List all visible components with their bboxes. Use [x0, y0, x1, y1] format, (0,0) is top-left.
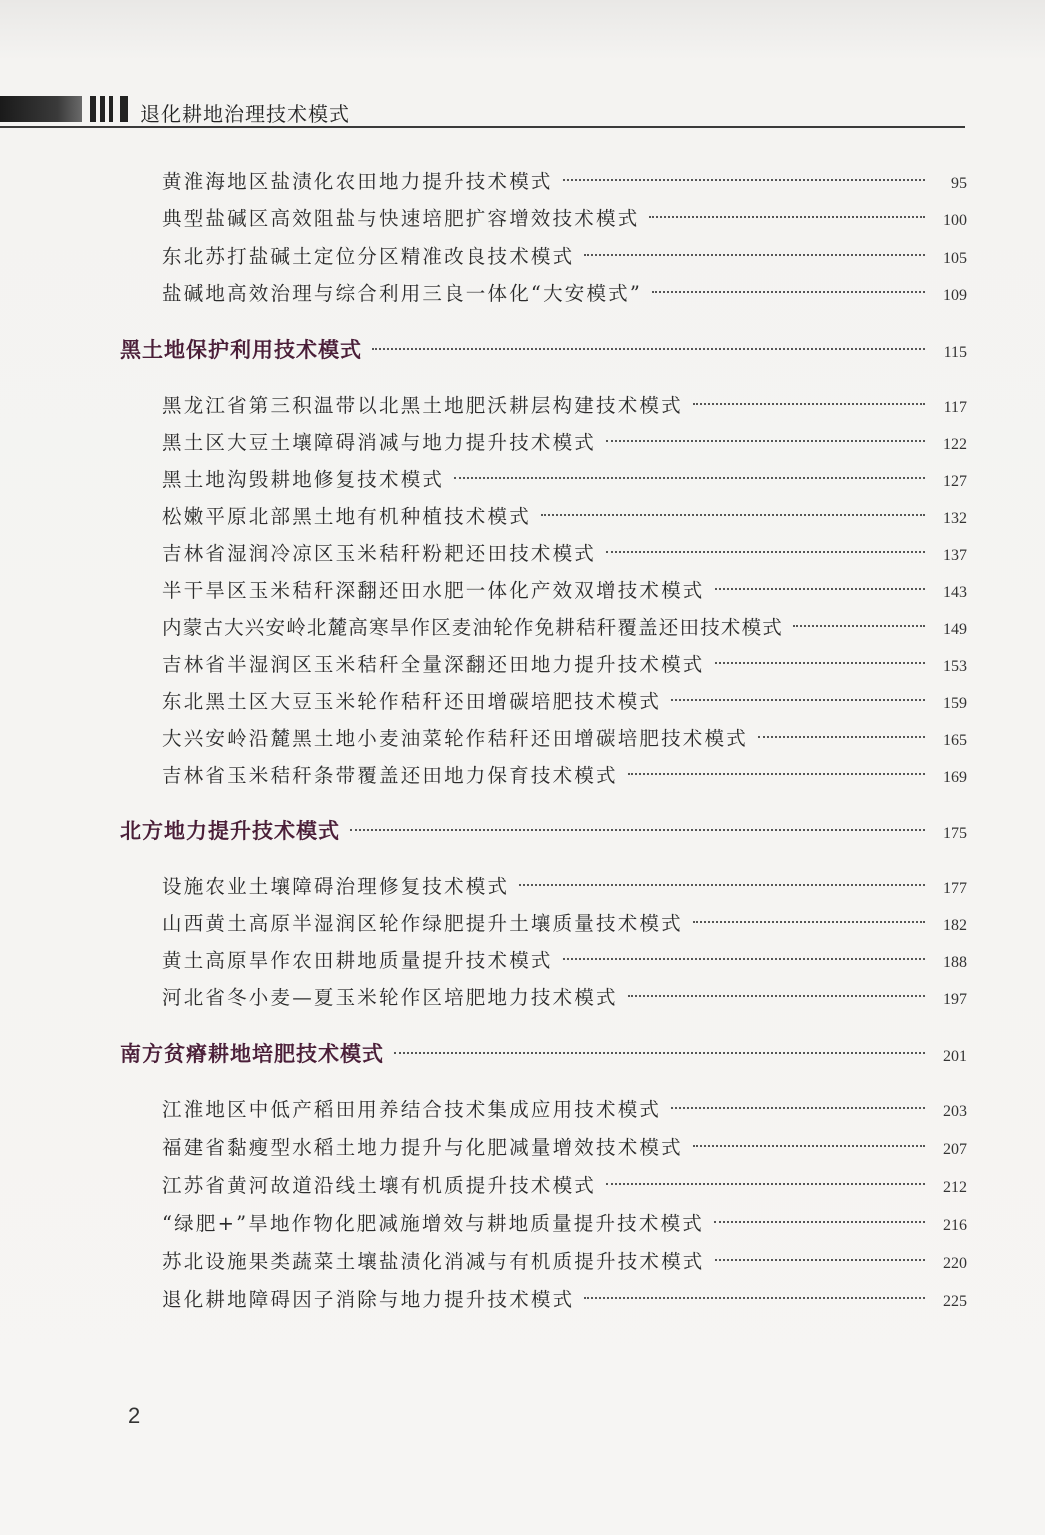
leader-dots	[715, 588, 925, 590]
leader-dots	[715, 662, 925, 664]
page-number: 2	[128, 1403, 141, 1428]
toc-entry-page: 177	[943, 880, 967, 897]
toc-entry[interactable]	[162, 945, 967, 975]
toc-entry[interactable]	[162, 649, 967, 679]
toc-entry-page: 137	[943, 547, 967, 564]
leader-dots	[606, 440, 925, 442]
toc-entry-title: 东北黑土区大豆玉米轮作秸秆还田增碳培肥技术模式	[162, 690, 662, 713]
toc-entry-page: 149	[943, 621, 967, 638]
toc-section-page: 175	[943, 825, 967, 842]
toc-entry-title: 典型盐碱区高效阻盐与快速培肥扩容增效技术模式	[162, 207, 640, 230]
leader-dots	[693, 403, 925, 405]
toc-entry-title: 松嫩平原北部黑土地有机种植技术模式	[162, 505, 531, 528]
leader-dots	[454, 477, 925, 479]
toc-entry-title: 黑龙江省第三积温带以北黑土地肥沃耕层构建技术模式	[162, 394, 683, 417]
toc-entry-page: 95	[951, 175, 967, 192]
toc-entry-page: 197	[943, 991, 967, 1008]
leader-dots	[563, 958, 925, 960]
toc-section-page: 201	[943, 1048, 967, 1065]
toc-entry-page: 165	[943, 732, 967, 749]
toc-entry-title: 江苏省黄河故道沿线土壤有机质提升技术模式	[162, 1174, 597, 1197]
toc-entry-page: 182	[943, 917, 967, 934]
leader-dots	[606, 551, 925, 553]
toc-entry-title: “绿肥+”旱地作物化肥减施增效与耕地质量提升技术模式	[162, 1212, 704, 1235]
toc-entry[interactable]	[162, 760, 967, 790]
toc-entry-title: 黄淮海地区盐渍化农田地力提升技术模式	[162, 170, 553, 193]
toc-entry-page: 216	[943, 1217, 967, 1234]
header-rule	[0, 126, 965, 128]
toc-entry-title: 吉林省玉米秸秆条带覆盖还田地力保育技术模式	[162, 764, 618, 787]
toc-entry-page: 143	[943, 584, 967, 601]
toc-entry-title: 山西黄土高原半湿润区轮作绿肥提升土壤质量技术模式	[162, 912, 683, 935]
toc-entry-page: 212	[943, 1179, 967, 1196]
toc-entry-title: 盐碱地高效治理与综合利用三良一体化“大安模式”	[162, 282, 643, 305]
leader-dots	[758, 736, 925, 738]
toc-entry-title: 吉林省半湿润区玉米秸秆全量深翻还田地力提升技术模式	[162, 653, 705, 676]
toc-entry[interactable]	[162, 390, 967, 420]
toc-entry-page: 109	[943, 287, 967, 304]
leader-dots	[584, 254, 925, 256]
leader-dots	[649, 216, 925, 218]
leader-dots	[628, 995, 925, 997]
toc-entry-page: 169	[943, 769, 967, 786]
leader-dots	[715, 1259, 925, 1261]
toc-entry-page: 117	[943, 399, 967, 416]
toc-entry-title: 江淮地区中低产稻田用养结合技术集成应用技术模式	[162, 1098, 662, 1121]
toc-entry[interactable]	[162, 1170, 967, 1200]
toc-section-title: 北方地力提升技术模式	[120, 818, 340, 843]
leader-dots	[671, 699, 925, 701]
toc-entry-title: 苏北设施果类蔬菜土壤盐渍化消减与有机质提升技术模式	[162, 1250, 705, 1273]
toc-section-title: 黑土地保护利用技术模式	[120, 337, 362, 362]
toc-entry-page: 220	[943, 1255, 967, 1272]
toc-entry-title: 退化耕地障碍因子消除与地力提升技术模式	[162, 1288, 575, 1311]
toc-entry[interactable]	[162, 982, 967, 1012]
toc-section[interactable]	[120, 334, 967, 364]
toc-entry-title: 东北苏打盐碱土定位分区精准改良技术模式	[162, 245, 575, 268]
toc-entry-title: 大兴安岭沿麓黑土地小麦油菜轮作秸秆还田增碳培肥技术模式	[162, 727, 748, 750]
leader-dots	[671, 1107, 925, 1109]
toc-entry[interactable]	[162, 1208, 967, 1238]
leader-dots	[693, 1145, 925, 1147]
toc-section[interactable]	[120, 815, 967, 845]
toc-entry[interactable]	[162, 501, 967, 531]
toc-entry[interactable]	[162, 427, 967, 457]
leader-dots	[793, 625, 925, 627]
leader-dots	[541, 514, 925, 516]
toc-entry-title: 吉林省湿润冷凉区玉米秸秆粉耙还田技术模式	[162, 542, 597, 565]
toc-entry[interactable]	[162, 871, 967, 901]
leader-dots	[606, 1183, 925, 1185]
toc-entry-page: 105	[943, 250, 967, 267]
toc-entry-page: 122	[943, 436, 967, 453]
leader-dots	[372, 348, 925, 350]
toc-entry[interactable]	[162, 166, 967, 196]
toc-entry[interactable]	[162, 1284, 967, 1314]
leader-dots	[628, 773, 925, 775]
toc-entry-page: 153	[943, 658, 967, 675]
toc-entry-page: 203	[943, 1103, 967, 1120]
leader-dots	[519, 884, 925, 886]
toc-entry-page: 188	[943, 954, 967, 971]
toc-entry-page: 159	[943, 695, 967, 712]
toc-entry-title: 半干旱区玉米秸秆深翻还田水肥一体化产效双增技术模式	[162, 579, 705, 602]
toc-entry[interactable]	[162, 1094, 967, 1124]
toc-entry-title: 黄土高原旱作农田耕地质量提升技术模式	[162, 949, 553, 972]
toc-entry-title: 黑土地沟毁耕地修复技术模式	[162, 468, 445, 491]
leader-dots	[652, 291, 925, 293]
toc-entry-page: 127	[943, 473, 967, 490]
toc-entry-page: 225	[943, 1293, 967, 1310]
toc-entry[interactable]	[162, 612, 967, 642]
toc-entry[interactable]	[162, 203, 967, 233]
toc-entry[interactable]	[162, 1246, 967, 1276]
header-stripe	[120, 96, 128, 122]
leader-dots	[693, 921, 925, 923]
toc-entry-title: 设施农业土壤障碍治理修复技术模式	[162, 875, 510, 898]
toc-entry[interactable]	[162, 278, 967, 308]
toc-entry-page: 132	[943, 510, 967, 527]
toc-entry[interactable]	[162, 723, 967, 753]
toc-entry[interactable]	[162, 241, 967, 271]
toc-section[interactable]	[120, 1038, 967, 1068]
running-header-title: 退化耕地治理技术模式	[140, 102, 350, 126]
toc-entry-title: 内蒙古大兴安岭北麓高寒旱作区麦油轮作免耕秸秆覆盖还田技术模式	[162, 616, 784, 639]
toc-entry-page: 100	[943, 212, 967, 229]
toc-section-title: 南方贫瘠耕地培肥技术模式	[120, 1041, 384, 1066]
toc-entry[interactable]	[162, 464, 967, 494]
leader-dots	[563, 179, 925, 181]
toc-entry-title: 黑土区大豆土壤障碍消减与地力提升技术模式	[162, 431, 597, 454]
toc-entry-title: 福建省黏瘦型水稻土地力提升与化肥减量增效技术模式	[162, 1136, 683, 1159]
toc-entry[interactable]	[162, 1132, 967, 1162]
header-stripe	[90, 96, 96, 122]
leader-dots	[350, 829, 925, 831]
toc-entry-page: 207	[943, 1141, 967, 1158]
leader-dots	[714, 1221, 925, 1223]
header-decoration-bar	[0, 96, 82, 122]
header-stripe	[100, 96, 105, 122]
leader-dots	[584, 1297, 925, 1299]
header-stripe	[109, 96, 113, 122]
toc-section-page: 115	[943, 344, 967, 361]
leader-dots	[394, 1052, 925, 1054]
toc-entry[interactable]	[162, 908, 967, 938]
toc-entry[interactable]	[162, 686, 967, 716]
toc-entry[interactable]	[162, 538, 967, 568]
toc-entry-title: 河北省冬小麦—夏玉米轮作区培肥地力技术模式	[162, 986, 618, 1009]
toc-entry[interactable]	[162, 575, 967, 605]
